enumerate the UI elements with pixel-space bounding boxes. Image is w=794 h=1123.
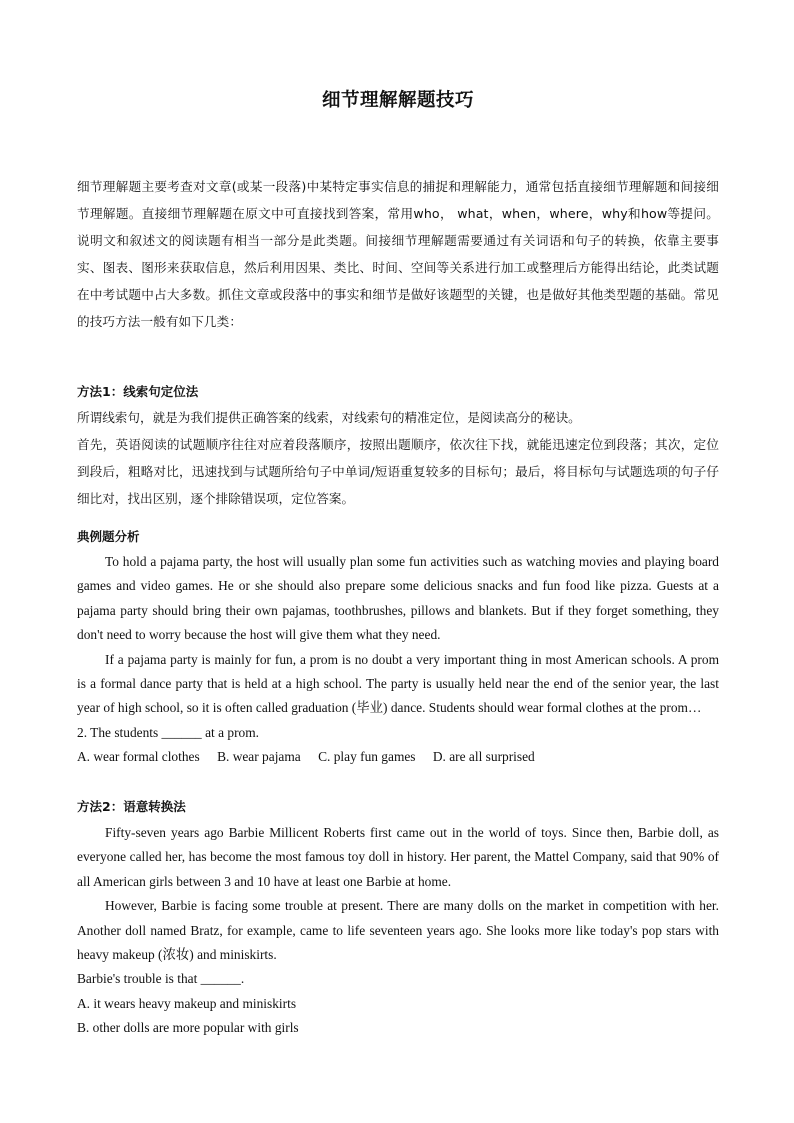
method2-section: [77, 796, 719, 1041]
example-question: 2. The students ______ at a prom.: [77, 724, 259, 740]
example-paragraph-1: To hold a pajama party, the host will usually plan some fun activities such as watching movies and playing board games and video games. He or she should also prepare some delicious snacks and fun food like pizza. Guests at a pajama party should bring their own pajamas, toothbrushes, pillows and blankets. But if they forget something, they don't need to worry because the host will give them what they need.: [77, 554, 719, 643]
option-c: C. play fun games: [318, 749, 416, 765]
method2-paragraph-2: However, Barbie is facing some trouble at present. There are many dolls on the market in competition with her. Another doll named Bratz, for example, came to life seventeen years ago. She looks more like today's pop stars with heavy makeup (浓妆) and miniskirts.: [77, 898, 719, 963]
option-d: D. are all surprised: [432, 749, 535, 765]
example-options: [77, 745, 719, 769]
intro-paragraph: 细节理解题主要考查对文章(或某一段落)中某特定事实信息的捕捉和理解能力，通常包括直接细节理解题和间接细节理解题。直接细节理解题在原文中可直接找到答案，常用who， what，when，where，why和how等提问。说明文和叙述文的阅读题有相当一部分是此类题。间接细节理解题需要通过有关词语和句子的转换，依靠主要事实、图表、图形来获取信息，然后利用因果、类比、时间、空间等关系进行加工或整理后方能得出结论，此类试题在中考试题中占大多数。抓住文章或段落中的事实和细节是做好该题型的关键，也是做好其他类型题的基础。常见的技巧方法一般有如下几类：: [77, 178, 719, 329]
method1-paragraph-2: 首先，英语阅读的试题顺序往往对应着段落顺序，按照出题顺序，依次往下找，就能迅速定位到段落；其次，定位到段后，粗略对比，迅速找到与试题所给句子中单词/短语重复较多的目标句；最后，将目标句与试题选项的句子仔细比对，找出区别，逐个排除错误项，定位答案。: [77, 437, 719, 506]
option-b: B. wear pajama: [217, 749, 301, 765]
method2-heading: 方法2：语意转换法: [77, 799, 186, 814]
method1-section: [77, 380, 719, 512]
method2-paragraph-1: Fifty-seven years ago Barbie Millicent Roberts first came out in the world of toys. Since then, Barbie doll, as everyone called her, has become the most famous toy doll in history. Her parent, the Mattel Company, said that 90% of all American girls between 3 and 10 have at least one Barbie at home.: [77, 825, 719, 889]
option-a: A. wear formal clothes: [77, 749, 200, 765]
page-title: 细节理解解题技巧: [321, 90, 474, 111]
method1-paragraph-1: 所谓线索句，就是为我们提供正确答案的线索，对线索句的精准定位，是阅读高分的秘诀。: [77, 410, 581, 425]
method2-option-a: A. it wears heavy makeup and miniskirts: [77, 995, 297, 1011]
example-heading: 典例题分析: [77, 529, 140, 544]
method2-option-b: B. other dolls are more popular with girls: [77, 1020, 299, 1036]
method2-question: Barbie's trouble is that ______.: [77, 971, 245, 987]
example-section: [77, 524, 719, 770]
example-paragraph-2: If a pajama party is mainly for fun, a prom is no doubt a very important thing in most American schools. A prom is a formal dance party that is held at a high school. The party is usually held near the end of the senior year, the last year of high school, so it is often called graduation (毕业) dance. Students should wear formal clothes at the prom…: [77, 651, 719, 716]
method1-heading: 方法1：线索句定位法: [77, 384, 199, 399]
